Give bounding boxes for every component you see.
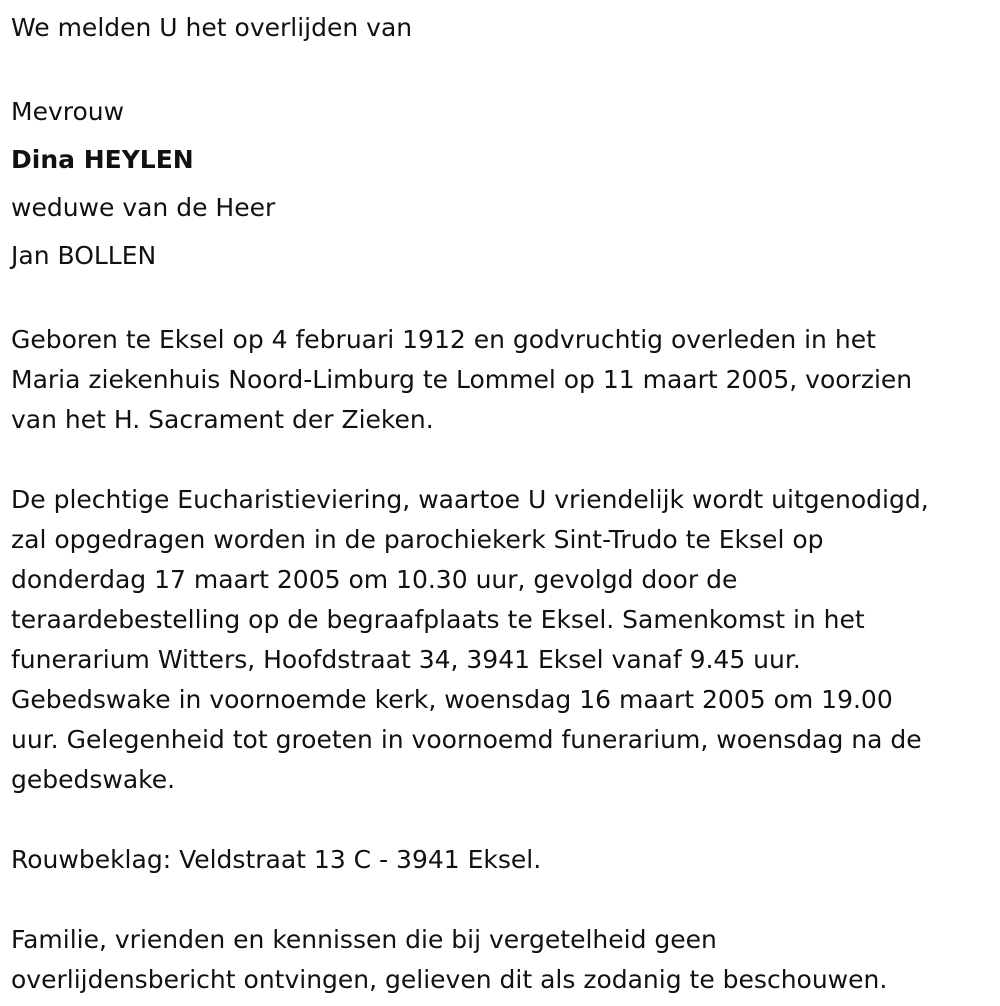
condolence-address: Rouwbeklag: Veldstraat 13 C - 3941 Eksel.	[11, 845, 542, 874]
paragraph-line: van het H. Sacrament der Zieken.	[11, 405, 434, 434]
paragraph-line: De plechtige Eucharistieviering, waartoe U vriendelijk wordt uitgenodigd,	[11, 485, 929, 514]
paragraph-line: uur. Gelegenheid tot groeten in voornoemd funerarium, woensdag na de	[11, 725, 922, 754]
deceased-name: Dina HEYLEN	[11, 145, 194, 174]
paragraph-line: teraardebestelling op de begraafplaats te Eksel. Samenkomst in het	[11, 605, 865, 634]
paragraph-line: zal opgedragen worden in de parochiekerk Sint-Trudo te Eksel op	[11, 525, 824, 554]
salutation: Mevrouw	[11, 97, 125, 126]
closing-paragraph	[11, 920, 996, 1000]
relation-text: weduwe van de Heer	[11, 193, 276, 222]
paragraph-line: Geboren te Eksel op 4 februari 1912 en godvruchtig overleden in het	[11, 325, 876, 354]
spouse-name: Jan BOLLEN	[11, 241, 157, 270]
paragraph-line: Maria ziekenhuis Noord-Limburg te Lommel op 11 maart 2005, voorzien	[11, 365, 913, 394]
paragraph-line: funerarium Witters, Hoofdstraat 34, 3941 Eksel vanaf 9.45 uur.	[11, 645, 801, 674]
paragraph-line: gebedswake.	[11, 765, 176, 794]
paragraph-line: Gebedswake in voornoemde kerk, woensdag 16 maart 2005 om 19.00	[11, 685, 893, 714]
paragraph-line: overlijdensbericht ontvingen, gelieven dit als zodanig te beschouwen.	[11, 965, 888, 994]
paragraph-line: donderdag 17 maart 2005 om 10.30 uur, gevolgd door de	[11, 565, 738, 594]
ceremony-paragraph	[11, 480, 996, 800]
intro-text: We melden U het overlijden van	[11, 13, 413, 42]
birth-paragraph	[11, 320, 996, 440]
obituary-document	[11, 8, 996, 1000]
paragraph-line: Familie, vrienden en kennissen die bij vergetelheid geen	[11, 925, 717, 954]
